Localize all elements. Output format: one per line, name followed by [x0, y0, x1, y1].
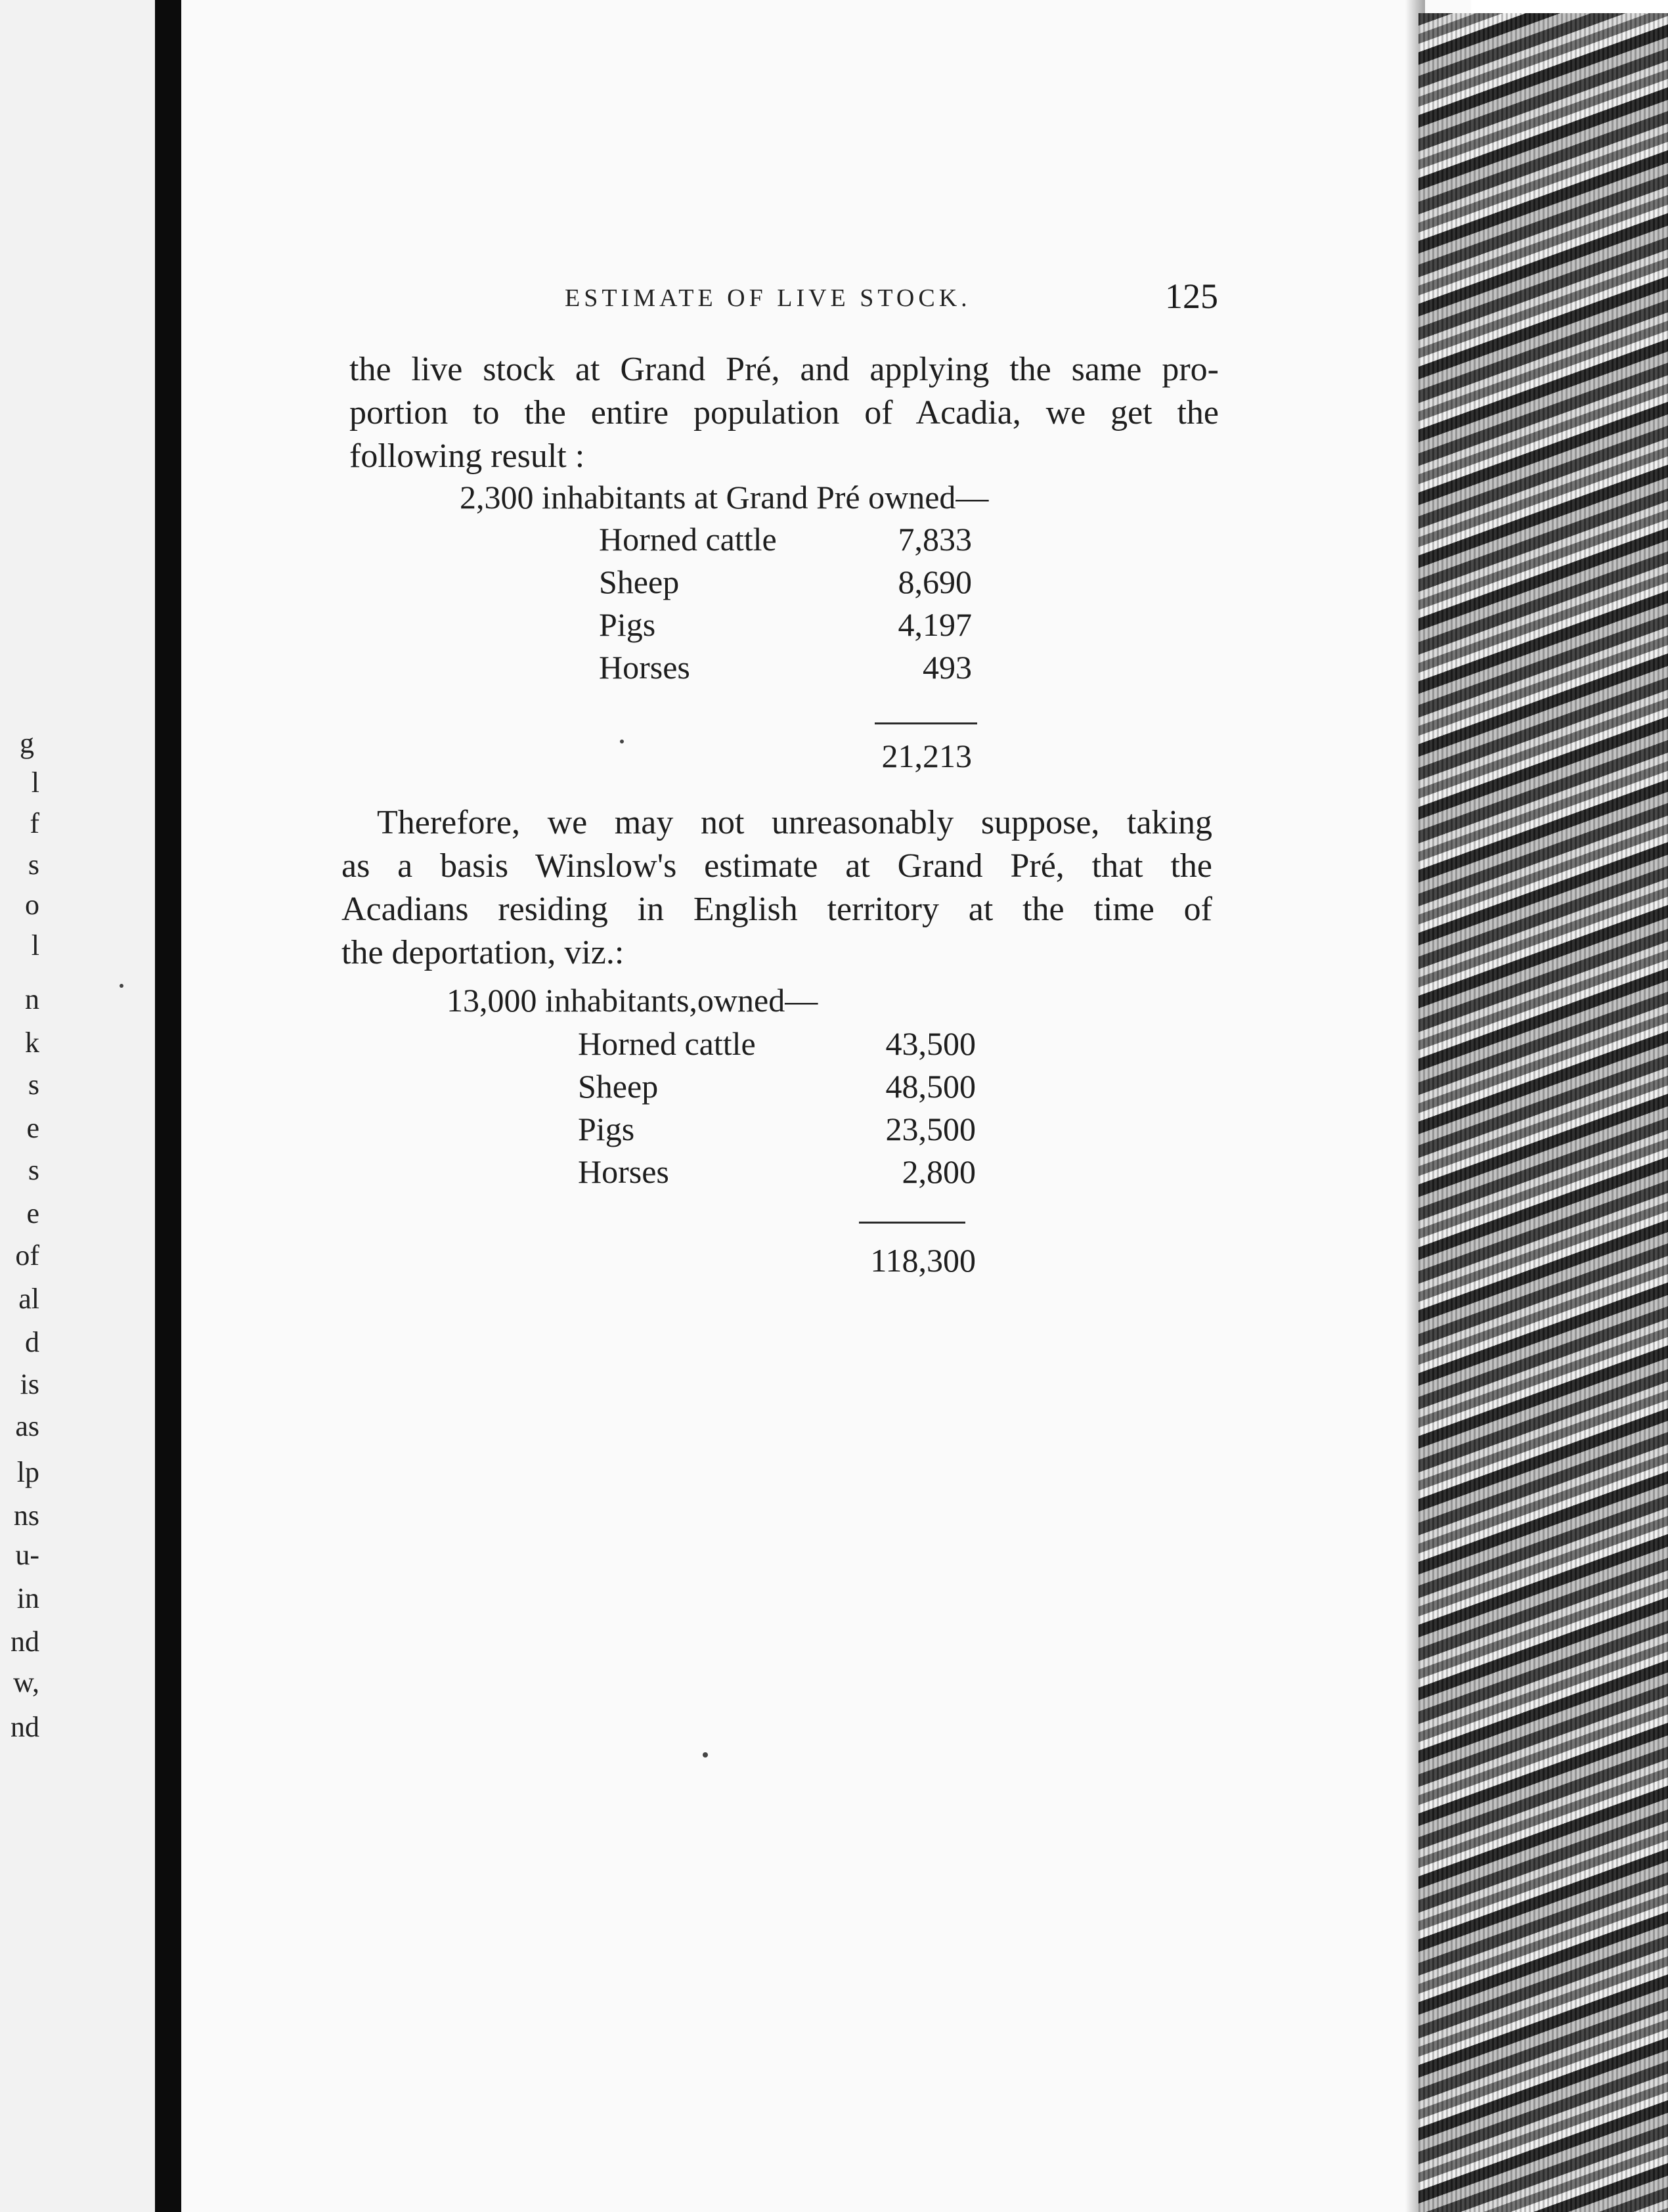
livestock-label: Horses [578, 1153, 669, 1190]
print-speck [620, 740, 624, 743]
sum-rule [875, 722, 977, 724]
table-row [578, 1110, 985, 1153]
table-2-total: 118,300 [870, 1242, 976, 1279]
facing-page-fragment: u- [15, 1539, 39, 1571]
facing-page-fragment: in [16, 1582, 39, 1614]
facing-page-fragment: l [31, 766, 39, 799]
livestock-label: Horned cattle [578, 1025, 756, 1062]
paragraph-line: Acadians residing in English territory at the time of [341, 891, 1212, 928]
table-row [578, 1153, 985, 1195]
running-head: ESTIMATE OF LIVE STOCK. [565, 284, 971, 312]
table-row [599, 606, 993, 648]
livestock-label: Pigs [599, 606, 656, 643]
facing-page-fragment: as [15, 1410, 39, 1442]
facing-page-fragment: l [31, 929, 39, 962]
facing-page-fragment: lp [16, 1456, 39, 1488]
print-speck [703, 1752, 708, 1758]
table-2-intro: 13,000 inhabitants,owned— [447, 982, 818, 1019]
print-speck [120, 984, 123, 988]
facing-page-fragment: d [25, 1326, 39, 1358]
paragraph-line: portion to the entire population of Acadia, we get the [349, 394, 1219, 431]
table-row [599, 520, 993, 563]
paragraph-line: the deportation, viz.: [341, 934, 625, 971]
livestock-value: 43,500 [885, 1025, 976, 1062]
livestock-value: 23,500 [885, 1111, 976, 1147]
facing-page-fragment: w, [13, 1666, 39, 1698]
table-1-total: 21,213 [881, 738, 972, 774]
facing-page-fragment: f [30, 807, 39, 839]
paragraph-1 [349, 348, 1219, 478]
paragraph-line: the live stock at Grand Pré, and applying the same pro- [349, 351, 1219, 388]
page-number: 125 [1165, 276, 1218, 316]
facing-page-fragment: s [28, 1069, 39, 1101]
livestock-label: Sheep [599, 564, 680, 600]
facing-page-fragment: s [28, 1154, 39, 1186]
livestock-label: Sheep [578, 1068, 659, 1105]
livestock-table-grand-pre [599, 520, 993, 691]
livestock-value: 48,500 [885, 1068, 976, 1105]
livestock-value: 7,833 [898, 521, 972, 558]
facing-page-fragment: g [20, 727, 34, 759]
paragraph-line: Therefore, we may not unreasonably suppose, taking [377, 804, 1212, 841]
facing-page-text [0, 0, 151, 2212]
livestock-value: 8,690 [898, 564, 972, 600]
paragraph-line: following result : [349, 437, 585, 475]
table-row [578, 1067, 985, 1110]
facing-page-fragment: n [25, 983, 39, 1015]
sum-rule [859, 1222, 965, 1224]
facing-page-fragment: e [26, 1112, 39, 1144]
facing-page-fragment: o [25, 889, 39, 921]
book-gutter [155, 0, 181, 2212]
livestock-label: Horses [599, 649, 690, 686]
livestock-value: 4,197 [898, 606, 972, 643]
table-row [599, 648, 993, 691]
livestock-value: 493 [923, 649, 972, 686]
paragraph-2 [341, 801, 1212, 975]
facing-page-fragment: ns [13, 1499, 39, 1532]
table-1-intro: 2,300 inhabitants at Grand Pré owned— [460, 479, 989, 516]
marbled-book-edge [1418, 13, 1668, 2212]
facing-page-fragment: s [28, 849, 39, 881]
livestock-label: Pigs [578, 1111, 635, 1147]
livestock-table-acadia [578, 1025, 985, 1195]
facing-page-fragment: is [20, 1368, 39, 1400]
facing-page-fragment: nd [11, 1711, 39, 1743]
livestock-label: Horned cattle [599, 521, 777, 558]
table-row [599, 563, 993, 606]
facing-page-fragment: k [25, 1027, 39, 1059]
facing-page-fragment: al [18, 1283, 39, 1315]
table-row [578, 1025, 985, 1067]
paragraph-line: as a basis Winslow's estimate at Grand Pré, that the [341, 847, 1212, 885]
facing-page-fragment: e [26, 1197, 39, 1229]
livestock-value: 2,800 [902, 1153, 976, 1190]
facing-page-fragment: nd [11, 1626, 39, 1658]
facing-page-fragment: of [15, 1239, 39, 1272]
